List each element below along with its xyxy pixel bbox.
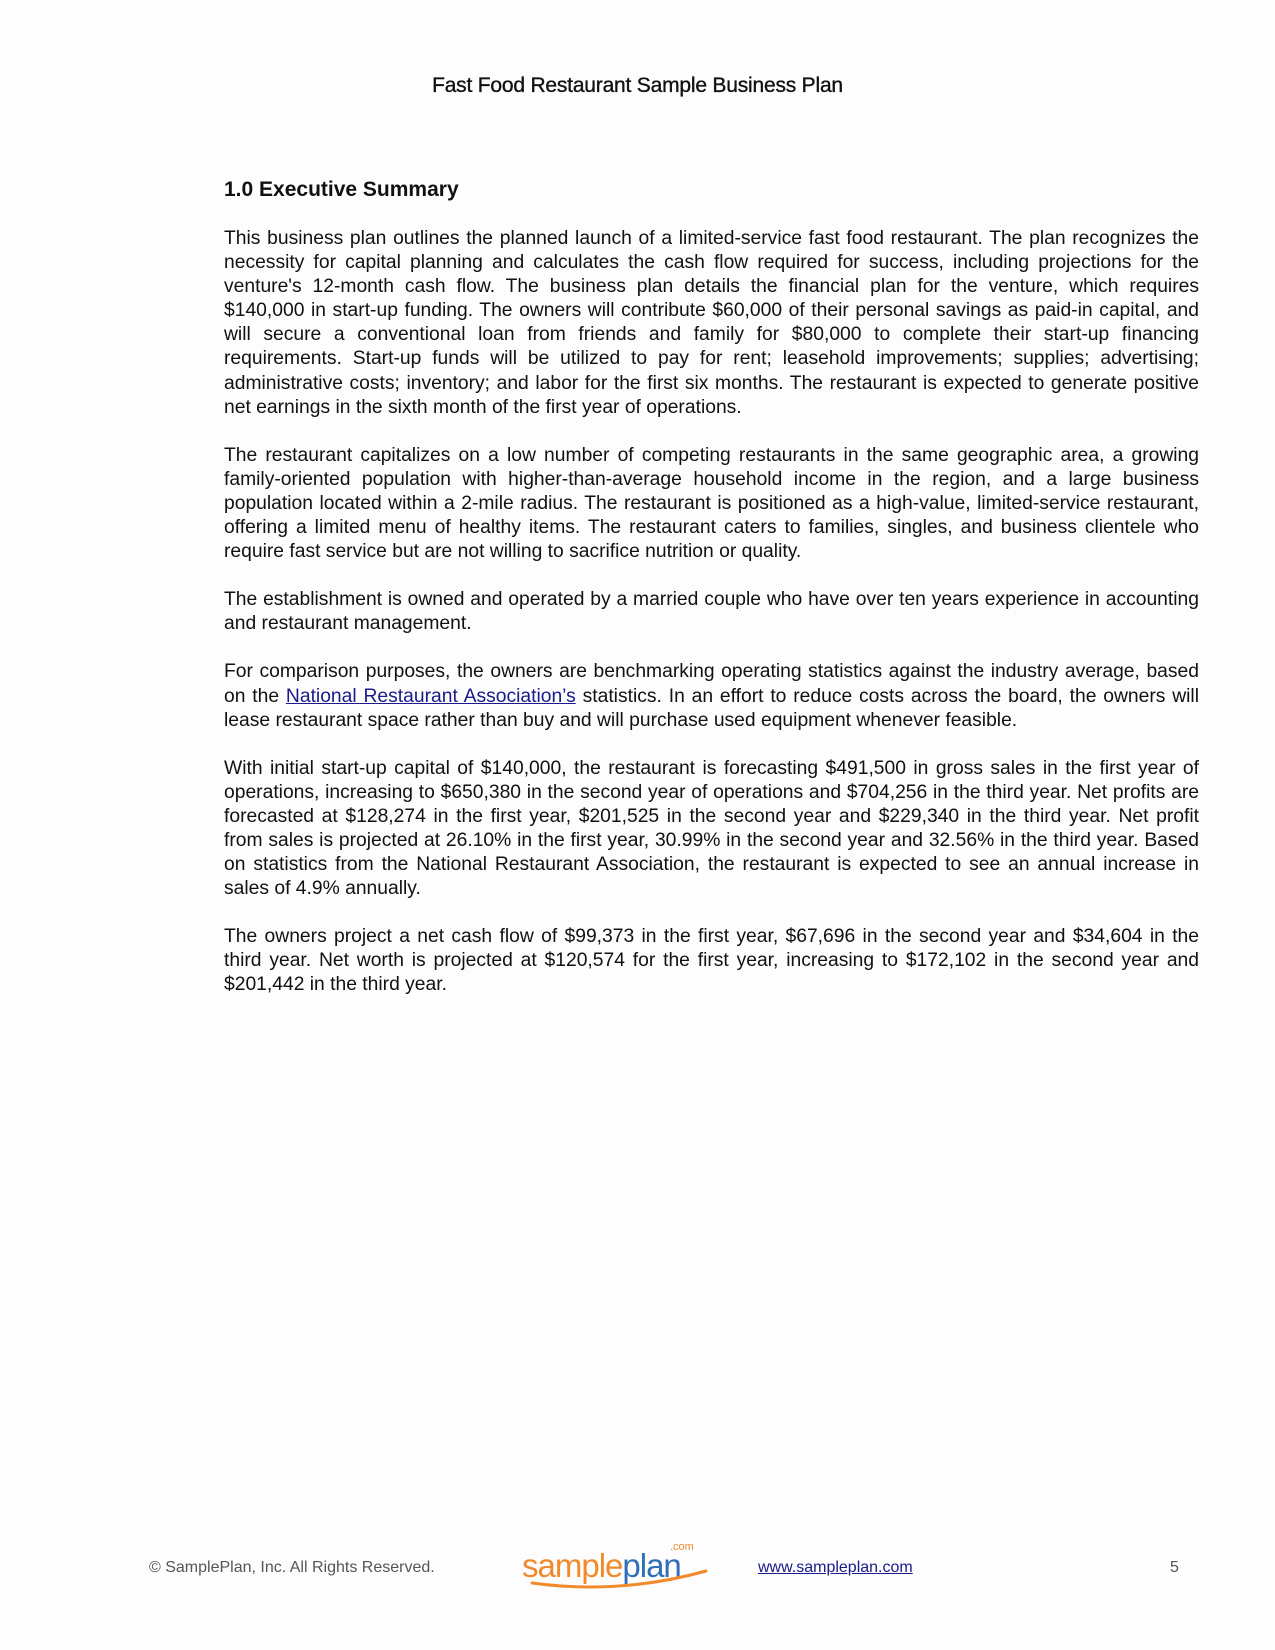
paragraph-market: The restaurant capitalizes on a low number of competing restaurants in the same geographic area, a growing family-oriented population with higher-than-average household income in the region, and a large business population located within a 2-mile radius. The restaurant is positioned as a high-value, limited-service restaurant, offering a limited menu of healthy items. The restaurant caters to families, singles, and business clientele who require fast service but are not willing to sacrifice nutrition or quality. [224,444,1199,563]
page-footer [0,1541,1275,1595]
section-heading: 1.0 Executive Summary [224,178,459,201]
page-number: 5 [1170,1559,1179,1576]
document-body [224,176,1199,1022]
paragraph-cash-flow: The owners project a net cash flow of $99,373 in the first year, $67,696 in the second year and $34,604 in the third year. Net worth is projected at $120,574 for the first year, increasing to $172,102 in the second year and $201,442 in the third year. [224,926,1199,996]
document-title: Fast Food Restaurant Sample Business Plan [432,74,843,97]
paragraph-overview: This business plan outlines the planned launch of a limited-service fast food restaurant. The plan recognizes the necessity for capital planning and calculates the cash flow required for success, including projections for the venture's 12-month cash flow. The business plan details the financial plan for the venture, which requires $140,000 in start-up funding. The owners will contribute $60,000 of their personal savings as paid-in capital, and will secure a conventional loan from friends and family for $80,000 to complete their start-up financing requirements. Start-up funds will be utilized to pay for rent; leasehold improvements; supplies; advertising; administrative costs; inventory; and labor for the first six months. The restaurant is expected to generate positive net earnings in the sixth month of the first year of operations. [224,228,1199,418]
website-link[interactable]: www.sampleplan.com [758,1559,913,1576]
paragraph-owners: The establishment is owned and operated by a married couple who have over ten years experience in accounting and restaurant management. [224,589,1199,635]
logo-swoosh-icon [530,1569,710,1591]
logo-com-text: .com [670,1541,694,1553]
logo-sample-text: sample [522,1547,623,1584]
paragraph-benchmarking-text-end: statistics. In an effort to reduce costs across the board, the owners will lease restaurant space rather than buy and will purchase used equipment whenever feasible. [224,685,1200,731]
paragraph-benchmarking [224,660,1199,732]
sampleplan-logo [522,1541,722,1591]
paragraph-forecast: With initial start-up capital of $140,000, the restaurant is forecasting $491,500 in gross sales in the first year of operations, increasing to $650,380 in the second year of operations and $704,256 in the third year. Net profits are forecasted at $128,274 in the first year, $201,525 in the second year and $229,340 in the third year. Net profit from sales is projected at 26.10% in the first year, 30.99% in the second year and 32.56% in the third year. Based on statistics from the National Restaurant Association, the restaurant is expected to see an annual increase in sales of 4.9% annually. [224,757,1199,900]
paragraph-benchmarking-text-start: For comparison purposes, the owners are benchmarking operating statistics against the industry average, based on the [224,661,1199,707]
nra-link[interactable]: National Restaurant Association’s [285,685,576,707]
copyright-notice: © SamplePlan, Inc. All Rights Reserved. [149,1559,435,1576]
logo-plan-text: plan [622,1547,681,1584]
